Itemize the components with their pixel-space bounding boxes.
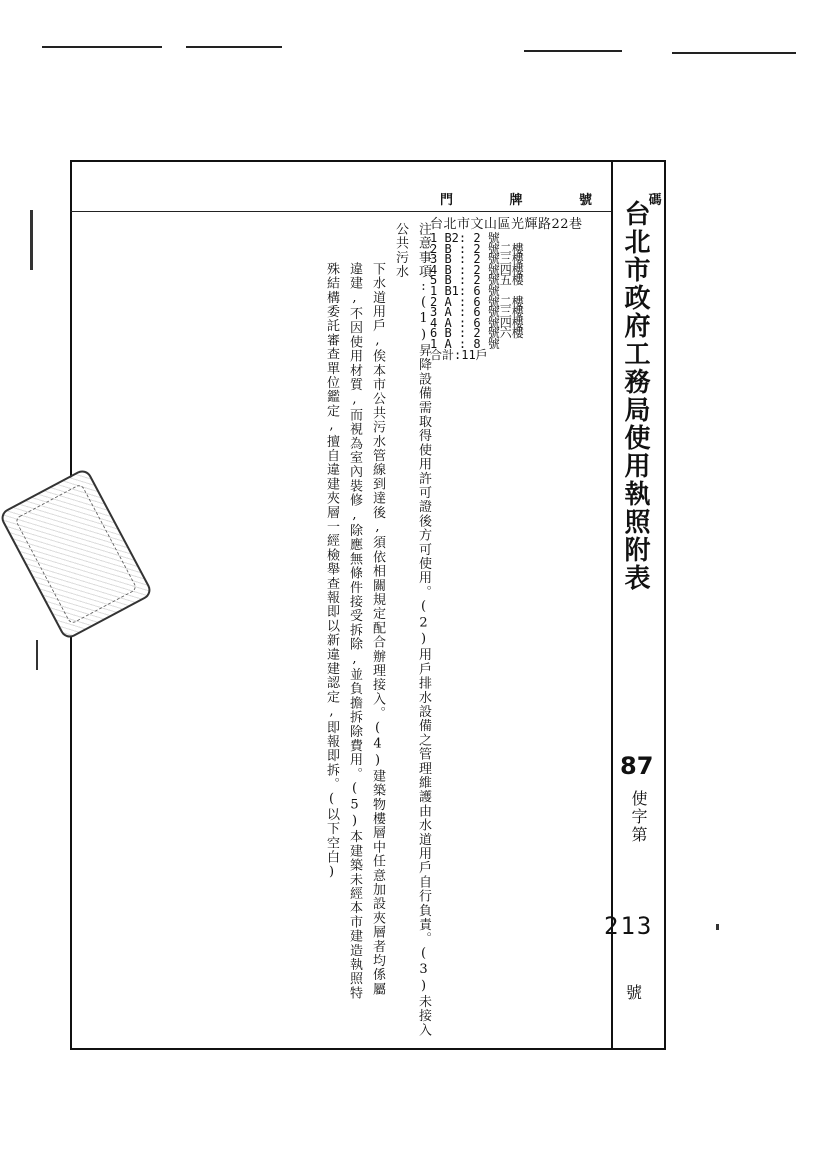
address-line: 2 A : 6 號二樓 [430, 294, 524, 309]
scan-line-4 [672, 52, 796, 54]
side-title: 台北市政府工務局使用執照附表 [620, 200, 650, 592]
address-line: 3 B : 2 號三樓 [430, 252, 524, 267]
address-total: 合計:11戶 [430, 347, 488, 362]
notes-block [320, 222, 435, 1042]
address-line: 1 B1: 6 號 [430, 283, 500, 298]
permit-year: 87 [620, 752, 654, 780]
number-suffix: 號 [626, 983, 643, 1002]
scan-line-1 [42, 46, 162, 48]
scan-speck [36, 640, 38, 670]
address-line: 2 B : 2 號二樓 [430, 241, 524, 256]
scan-line-3 [524, 50, 622, 52]
address-line: 1 A : 8 號 [430, 336, 500, 351]
address-line: 6 B : 2 號六樓 [430, 326, 524, 341]
scan-line-2 [186, 46, 282, 48]
permit-number: 213 [604, 912, 654, 940]
notes-column-1: 注意事項:(1)昇降設備需取得使用許可證後方可使用。(2)用戶排水設備之管理維護由水道用戶自行負責。(3)未接入公共污水 [393, 222, 431, 1038]
permit-word: 使字第 [629, 790, 648, 844]
address-line: 4 A : 6 號四樓 [430, 315, 524, 330]
notes-column-3: 違建,不因使用材質,而視為室內裝修,除應無條件接受拆除,並負擔拆除費用。(5)本建築未經本市建造執照特 [347, 262, 362, 1001]
notes-column-4: 殊結構委託審查單位鑑定,擅自違建夾層一經檢舉查報即以新違建認定,即報即拆。(以下空白) [324, 262, 339, 881]
address-line: 3 A : 6 號三樓 [430, 305, 524, 320]
address-list [430, 217, 610, 360]
header-rule [70, 211, 612, 212]
notes-column-2: 下水道用戶,俟本市公共污水管線到達後,須依相關規定配合辦理接入。(4)建築物樓層中任意加設夾層者均係屬 [370, 262, 385, 997]
scan-speck [716, 924, 719, 930]
address-title: 台北市文山區光輝路22巷 [430, 217, 583, 232]
address-line: 5 B : 2 號五樓 [430, 273, 524, 288]
scan-speck [30, 210, 33, 270]
address-line: 4 B : 2 號四樓 [430, 262, 524, 277]
column-header: 門 牌 號 碼 [440, 193, 688, 208]
address-line: 1 B2: 2 號 [430, 231, 500, 245]
